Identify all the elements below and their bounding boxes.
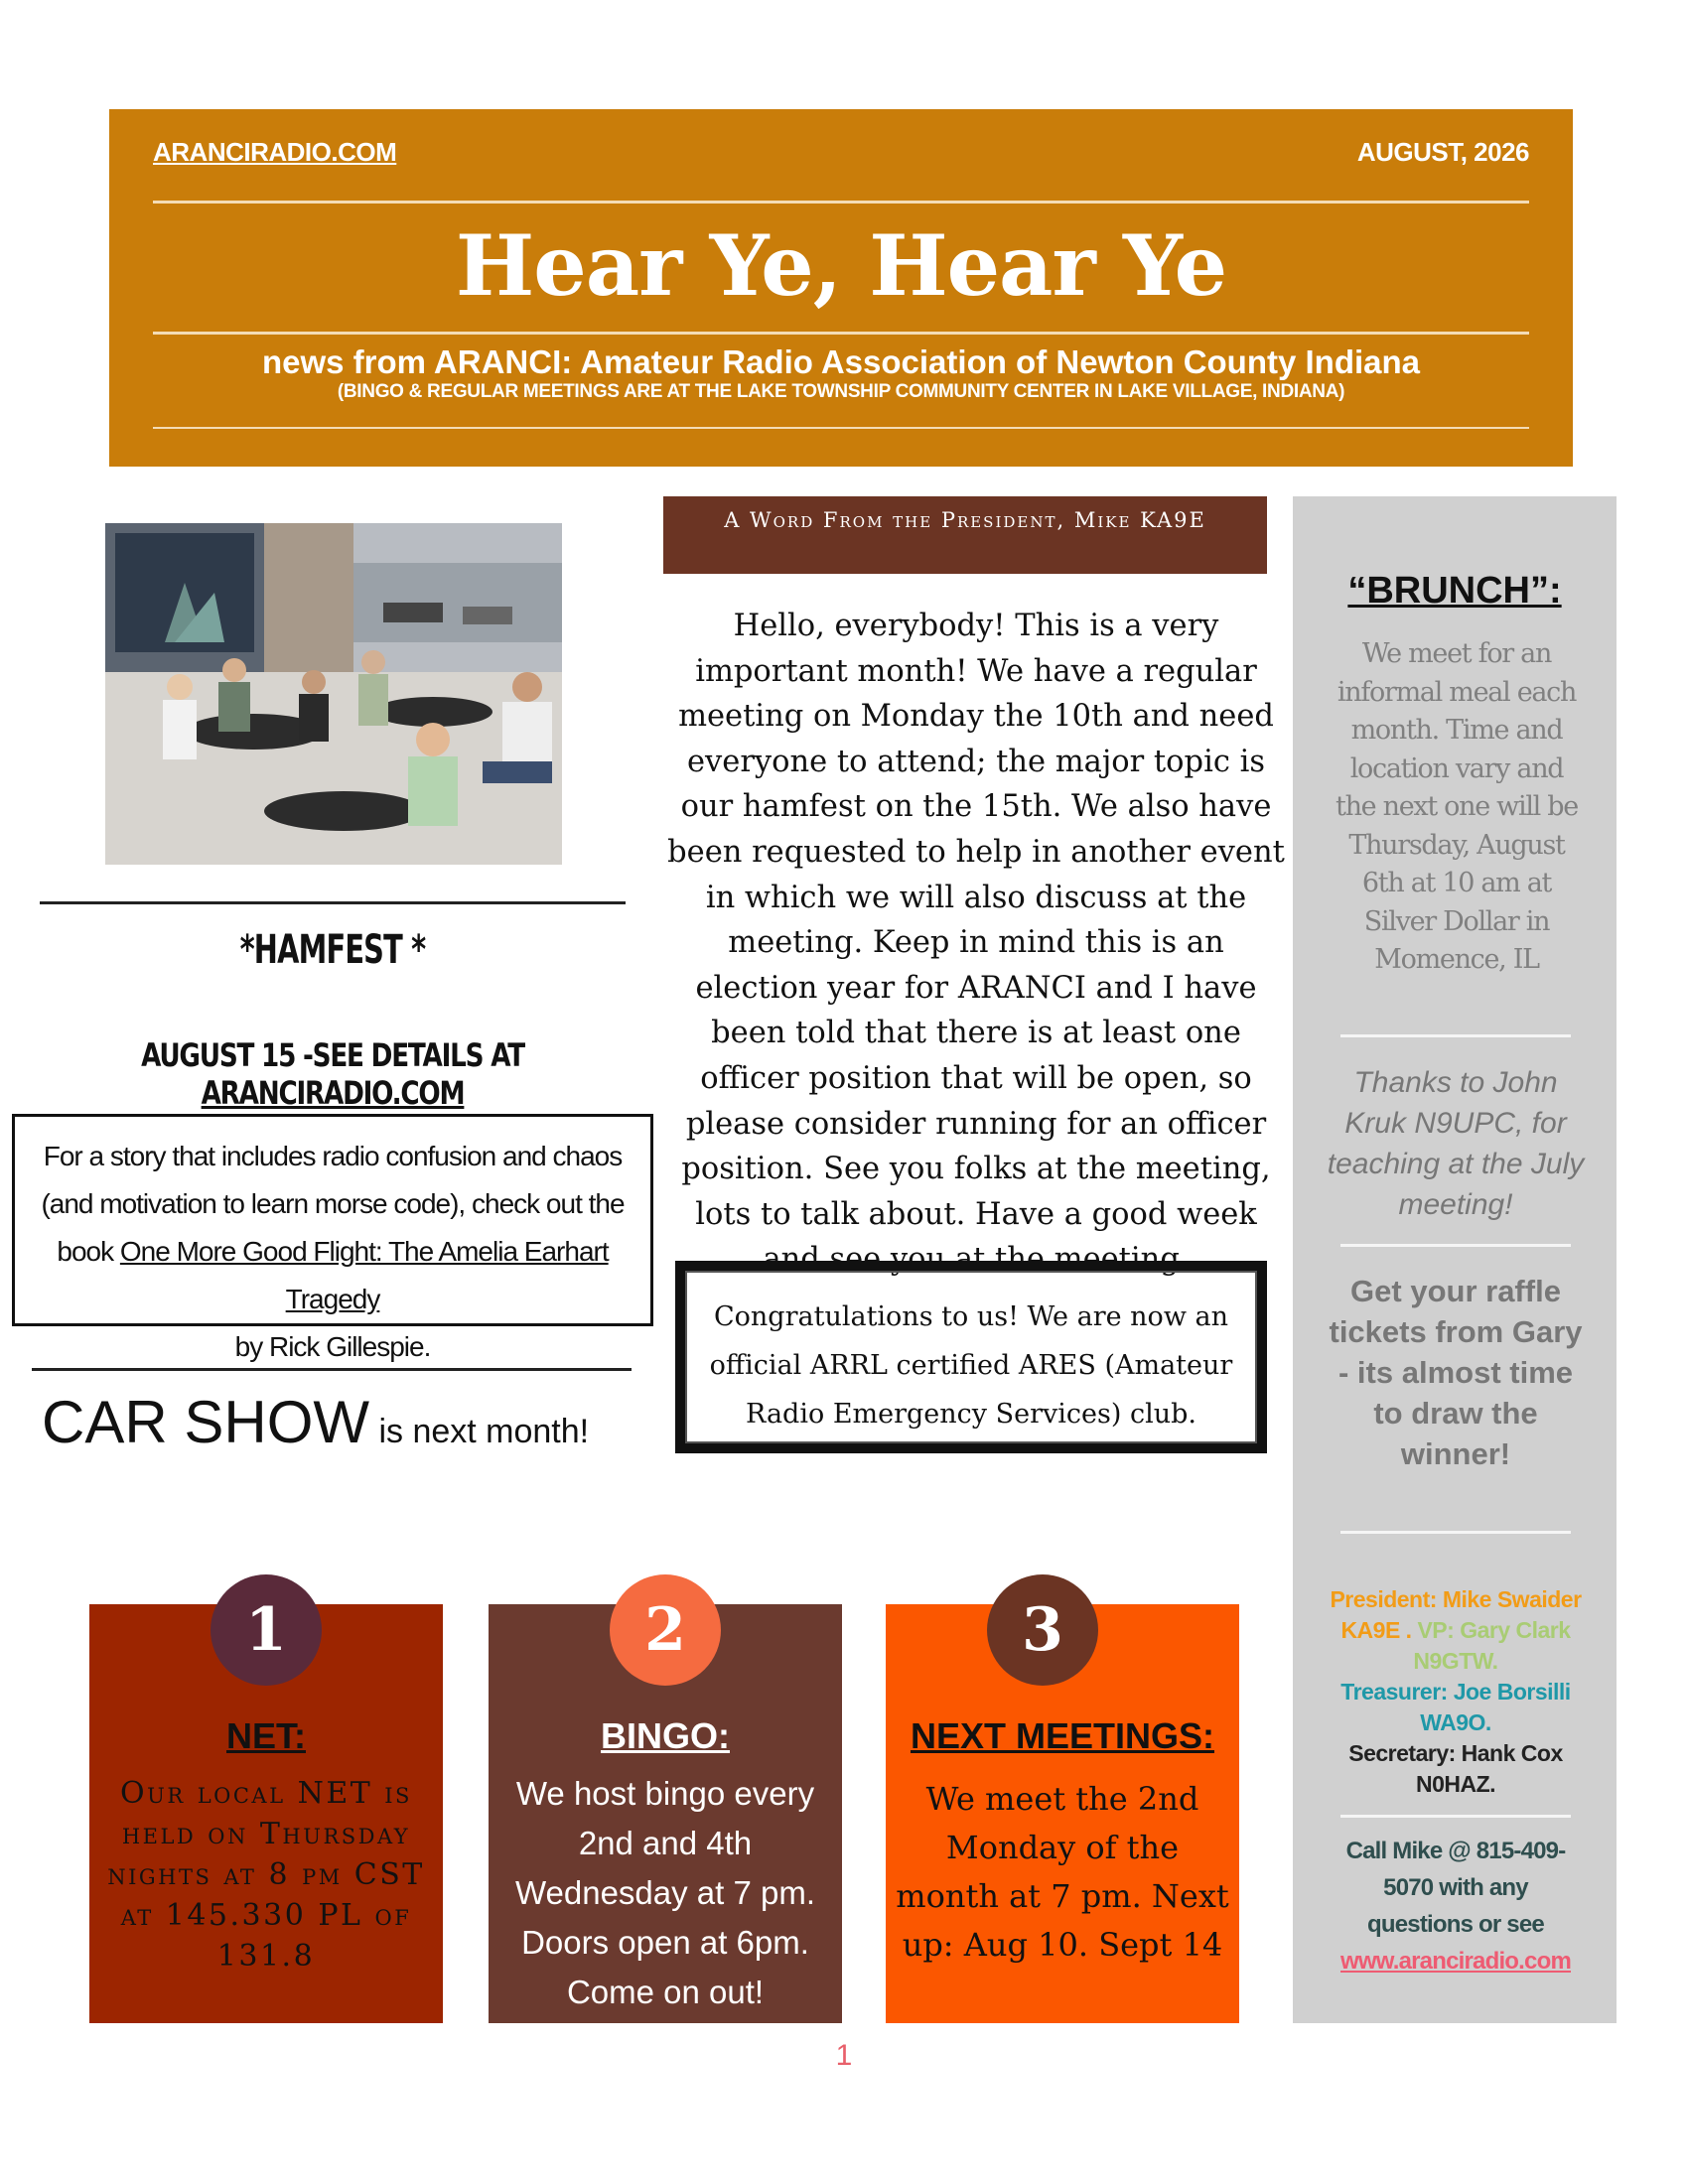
officers-list: [1329, 1584, 1583, 1800]
newsletter-subtitle: news from ARANCI: Amateur Radio Association of Newton County Indiana: [261, 343, 1421, 380]
contact-info: [1329, 1833, 1583, 1979]
net-card-body: Our local NET is held on Thursday nights at 8 pm CST at 145.330 PL of 131.8: [107, 1776, 425, 1974]
hamfest-details-link[interactable]: ARANCIRADIO.COM: [201, 1074, 465, 1112]
officer-treasurer: Treasurer: Joe Borsilli WA9O.: [1340, 1679, 1571, 1735]
officer-secretary: Secretary: Hank Cox N0HAZ.: [1348, 1740, 1563, 1797]
hamfest-title: *HAMFEST *: [239, 927, 426, 973]
hamfest-date-text: AUGUST 15 -SEE DETAILS AT: [141, 1036, 524, 1074]
brunch-title: “BRUNCH”:: [1347, 570, 1562, 612]
section-divider: [32, 1368, 632, 1371]
book-author: by Rick Gillespie.: [234, 1331, 431, 1362]
meeting-location-note: (BINGO & REGULAR MEETINGS ARE AT THE LAKE TOWNSHIP COMMUNITY CENTER IN LAKE VILLAGE, INDIANA): [337, 381, 1345, 402]
car-show-announcement: [42, 1388, 657, 1456]
number-badge: 3: [987, 1574, 1098, 1686]
book-title: One More Good Flight: The Amelia Earhart Tragedy: [119, 1236, 609, 1314]
sidebar-divider: [1340, 1531, 1571, 1534]
sidebar-divider: [1340, 1244, 1571, 1247]
newsletter-title: Hear Ye, Hear Ye: [455, 216, 1227, 315]
raffle-text: Get your raffle tickets from Gary - its almost time to draw the winner!: [1329, 1274, 1583, 1471]
group-photo-image: [105, 523, 562, 865]
hamfest-details: [84, 1036, 581, 1112]
president-header: A Word From the President, Mike KA9E: [663, 496, 1267, 574]
banner-rule: [153, 201, 1529, 204]
issue-date: AUGUST, 2026: [1356, 137, 1529, 167]
bingo-card-body: We host bingo every 2nd and 4th Wednesday at 7 pm. Doors open at 6pm. Come on out!: [514, 1775, 816, 2010]
net-card-title: NET:: [226, 1715, 306, 1756]
number-badge: 1: [211, 1574, 322, 1686]
newsletter-banner: [109, 109, 1573, 467]
sidebar-divider: [1340, 1034, 1571, 1037]
car-show-note: is next month!: [369, 1413, 590, 1450]
president-message: Hello, everybody! This is a very important month! We have a regular meeting on Monday the 10th and need everyone to attend; the major topic is our hamfest on the 15th. We also have been requested to help in another event in which we will also discuss at the meeting. Keep in mind this is an election year for ARANCI and I have been told that there is at least one officer position that will be open, so please consider running for an officer position. See you folks at the meeting, lots to talk about. Have a good week and see you at the meeting.: [667, 609, 1285, 1278]
car-show-title: CAR SHOW: [42, 1389, 369, 1455]
bingo-card-title: BINGO:: [601, 1715, 730, 1756]
brunch-text: We meet for an informal meal each month. Time and location vary and the next one will be Thursday, August 6th at 10 am at Silver Dollar in Momence, IL: [1336, 638, 1578, 975]
officer-vp: VP: Gary Clark N9GTW.: [1413, 1617, 1571, 1674]
meetings-card-title: NEXT MEETINGS:: [910, 1715, 1215, 1756]
thanks-text: Thanks to John Kruk N9UPC, for teaching at the July meeting!: [1327, 1066, 1585, 1221]
sidebar-divider: [1340, 1815, 1571, 1818]
book-recommendation-box: [12, 1114, 653, 1362]
sidebar: [1293, 496, 1617, 2023]
page-number: 1: [835, 2039, 853, 2072]
ares-announcement-box: Congratulations to us! We are now an official ARRL certified ARES (Amateur Radio Emergency Services) club.: [675, 1261, 1267, 1453]
section-divider: [40, 901, 626, 904]
book-intro: For a story that includes radio confusion and chaos (and motivation to learn morse code), check out the book: [41, 1141, 625, 1267]
number-badge: 2: [610, 1574, 721, 1686]
meetings-card-body: We meet the 2nd Monday of the month at 7 pm. Next up: Aug 10. Sept 14: [896, 1780, 1229, 1964]
group-photo: [105, 523, 562, 865]
site-link[interactable]: ARANCIRADIO.COM: [153, 137, 397, 167]
contact-text: Call Mike @ 815-409-5070 with any questions or see: [1345, 1838, 1566, 1938]
banner-rule: [153, 332, 1529, 335]
contact-website-link[interactable]: www.aranciradio.com: [1340, 1948, 1571, 1975]
officer-president: President: Mike Swaider KA9E .: [1330, 1586, 1582, 1643]
banner-rule: [153, 427, 1529, 429]
